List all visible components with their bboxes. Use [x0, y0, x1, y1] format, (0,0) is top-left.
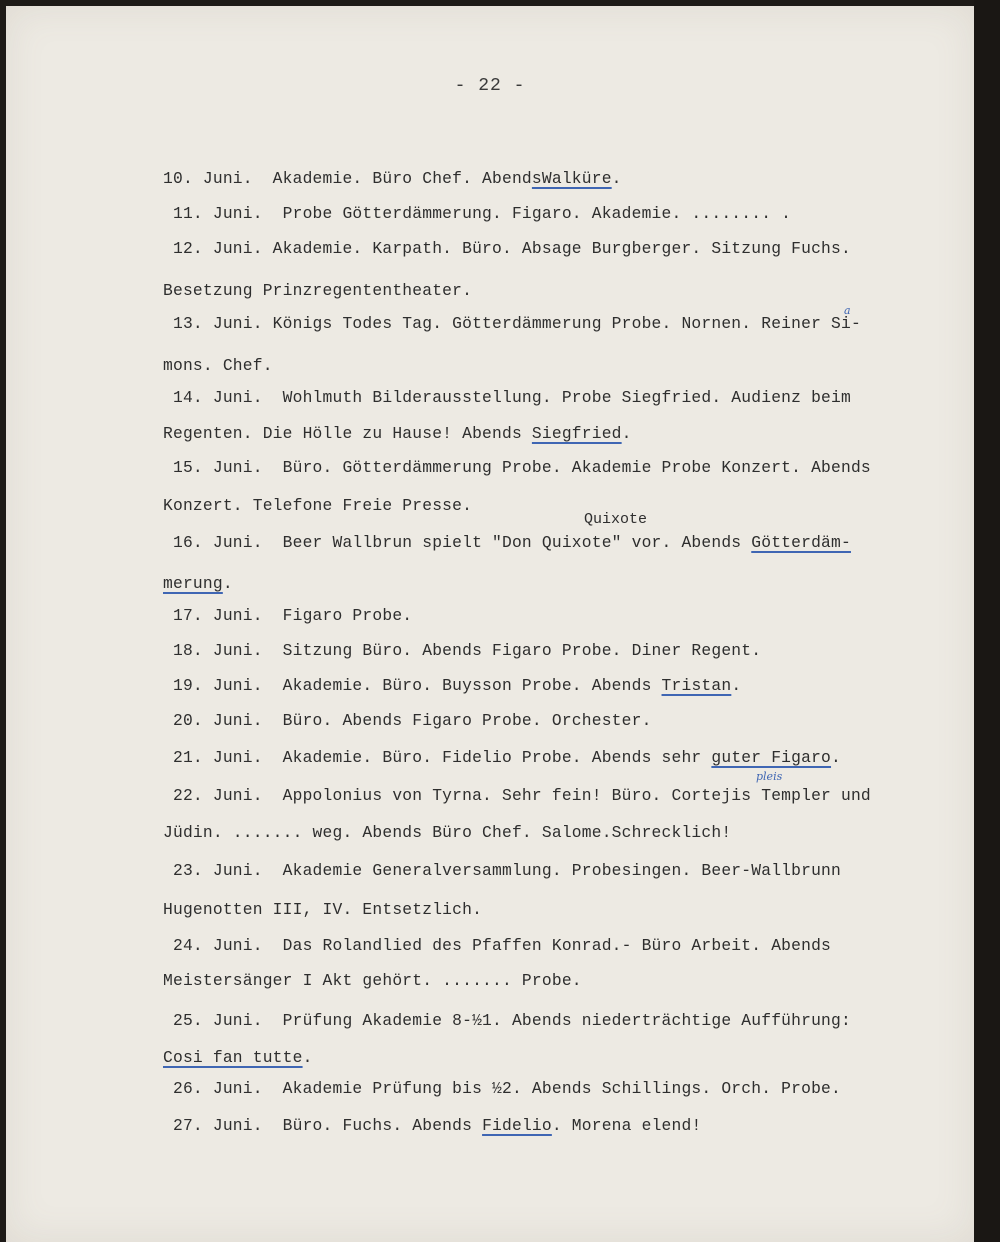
diary-line: [163, 1011, 851, 1030]
line-text: Meistersänger I Akt gehört. ....... Probe.: [163, 971, 582, 990]
line-text: 18. Juni. Sitzung Büro. Abends Figaro Probe. Diner Regent.: [163, 641, 762, 660]
underlined-text: Fidelio: [482, 1116, 552, 1135]
line-text: 15. Juni. Büro. Götterdämmerung Probe. Akademie Probe Konzert. Abends: [163, 458, 871, 477]
diary-line: [163, 786, 871, 805]
underlined-text: guter Figaro: [711, 748, 832, 767]
line-text: Konzert. Telefone Freie Presse.: [163, 496, 473, 515]
line-text: 10. Juni. Akademie. Büro Chef. Abend: [163, 169, 532, 188]
diary-line: [163, 496, 472, 515]
line-text-tail: .: [222, 574, 233, 593]
line-text: 22. Juni. Appolonius von Tyrna. Sehr fein! Büro. Cortejis Templer und: [163, 786, 871, 805]
line-text: 25. Juni. Prüfung Akademie 8-½1. Abends niederträchtige Aufführung:: [163, 1011, 851, 1030]
line-text: 11. Juni. Probe Götterdämmerung. Figaro. Akademie. ........ .: [163, 204, 792, 223]
diary-line: [163, 356, 273, 375]
diary-line: [163, 239, 851, 258]
line-text: 19. Juni. Akademie. Büro. Buysson Probe. Abends: [163, 676, 662, 695]
diary-line: [163, 533, 851, 552]
diary-line: [163, 1079, 841, 1098]
page-number: - 22 -: [454, 76, 526, 96]
underlined-text: Götterdäm-: [751, 533, 851, 552]
handwritten-correction-pleis: pleis: [756, 770, 783, 783]
diary-line: [163, 748, 841, 767]
underlined-text: Siegfried: [531, 424, 622, 443]
line-text-tail: .: [621, 424, 632, 443]
underlined-text: merung: [163, 574, 223, 593]
line-text: mons. Chef.: [163, 356, 273, 375]
underlined-text: Tristan: [661, 676, 732, 695]
diary-line: [163, 823, 731, 842]
diary-line: [163, 388, 851, 407]
line-text: 16. Juni. Beer Wallbrun spielt "Don Quixote" vor. Abends: [163, 533, 752, 552]
line-text-tail: .: [731, 676, 742, 695]
diary-line: [163, 281, 472, 300]
diary-line: [163, 169, 622, 188]
line-text-tail: .: [302, 1048, 313, 1067]
diary-line: [163, 936, 831, 955]
underlined-text: sWalküre: [531, 169, 612, 188]
handwritten-correction-a: a: [844, 304, 851, 317]
line-text-tail: .: [831, 748, 842, 767]
line-text: 17. Juni. Figaro Probe.: [163, 606, 413, 625]
scan-border: [974, 0, 1000, 1242]
diary-line: [163, 458, 871, 477]
document-page: [6, 6, 974, 1242]
line-text: 14. Juni. Wohlmuth Bilderausstellung. Probe Siegfried. Audienz beim: [163, 388, 851, 407]
line-text: 26. Juni. Akademie Prüfung bis ½2. Abends Schillings. Orch. Probe.: [163, 1079, 841, 1098]
diary-line: [163, 1048, 313, 1067]
diary-line: [163, 676, 741, 695]
line-text: Jüdin. ....... weg. Abends Büro Chef. Salome.Schrecklich!: [163, 823, 732, 842]
line-text: 20. Juni. Büro. Abends Figaro Probe. Orchester.: [163, 711, 652, 730]
line-text-tail: .: [611, 169, 622, 188]
diary-line: [163, 711, 652, 730]
line-text: 23. Juni. Akademie Generalversammlung. Probesingen. Beer-Wallbrunn: [163, 861, 841, 880]
diary-line: [163, 641, 761, 660]
diary-line: [163, 861, 841, 880]
line-text: 13. Juni. Königs Todes Tag. Götterdämmerung Probe. Nornen. Reiner Si-: [163, 314, 861, 333]
diary-line: [163, 574, 233, 593]
diary-line: [163, 204, 791, 223]
line-text: 27. Juni. Büro. Fuchs. Abends: [163, 1116, 483, 1135]
line-text: Besetzung Prinzregententheater.: [163, 281, 473, 300]
underlined-text: Cosi fan tutte: [163, 1048, 303, 1067]
line-text: 12. Juni. Akademie. Karpath. Büro. Absage Burgberger. Sitzung Fuchs.: [163, 239, 851, 258]
line-text-tail: . Morena elend!: [551, 1116, 702, 1135]
line-text: Regenten. Die Hölle zu Hause! Abends: [163, 424, 532, 443]
diary-line: [163, 606, 412, 625]
diary-line: [163, 900, 482, 919]
diary-line: [163, 314, 861, 333]
line-text: 24. Juni. Das Rolandlied des Pfaffen Konrad.- Büro Arbeit. Abends: [163, 936, 832, 955]
diary-line: [163, 424, 632, 443]
line-text: Hugenotten III, IV. Entsetzlich.: [163, 900, 483, 919]
line-text: 21. Juni. Akademie. Büro. Fidelio Probe. Abends sehr: [163, 748, 712, 767]
typed-insertion-quixote: Quixote: [584, 511, 648, 528]
diary-line: [163, 971, 582, 990]
diary-line: [163, 1116, 701, 1135]
